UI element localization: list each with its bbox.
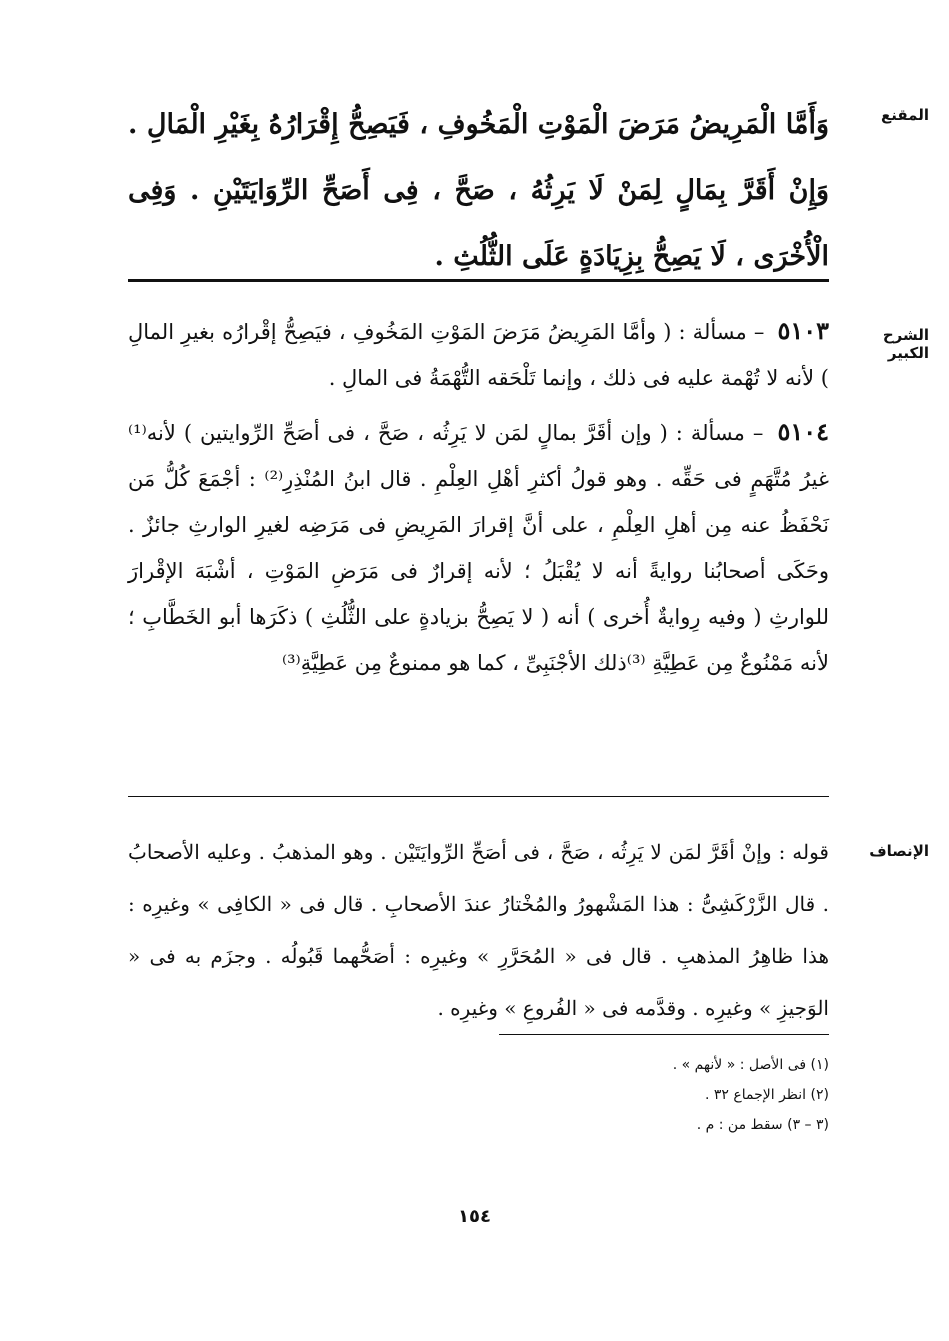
muqni-label: المقنع bbox=[881, 106, 929, 124]
footnotes bbox=[469, 1050, 829, 1140]
footnote: (٢) انظر الإجماع ٣٢ . bbox=[704, 1087, 829, 1103]
sharh-section bbox=[128, 308, 829, 694]
sharh-label: الشرح الكبير bbox=[882, 326, 929, 362]
masala-text: – مسألة : ( وأمَّا المَرِيضُ مَرَضَ المَوْتِ المَخُوفِ ، فيَصِحُّ إقْرارُه بغيرِ المالِ ) لأنه لا تُهْمة عليه فى ذلك ، وإنما تَلْحَقه التُّهْمَةُ فى المالِ . bbox=[128, 320, 829, 390]
insaf-section bbox=[128, 826, 829, 1034]
masala-number: ٥١٠٤ bbox=[777, 417, 829, 446]
muqni-text: وَأَمَّا الْمَرِيضُ مَرَضَ الْمَوْتِ الْمَخُوفِ ، فَيَصِحُّ إِقْرَارُهُ بِغَيْرِ الْمَالِ . وَإِنْ أَقَرَّ بِمَالٍ لِمَنْ لَا يَرِثُهُ ، صَحَّ ، فِى أَصَحِّ الرِّوَايَتَيْنِ . وَفِى الْأُخْرَى ، لَا يَصِحُّ بِزِيَادَةٍ عَلَى الثُّلُثِ . bbox=[128, 109, 829, 272]
masala-text: – مسألة : ( وإن أقَرَّ بمالٍ لمَن لا يَرِثُه ، صَحَّ ، فى أصَحِّ الرِّوايتين ) لأنه⁽¹⁾ غيرُ مُتَّهَمٍ فى حَقِّه . وهو قولُ أكثرِ أهْلِ العِلْمِ . قال ابنُ المُنْذِرِ⁽²⁾ : أجْمَعَ كُلُّ مَن نَحْفَظُ عنه مِن أهلِ العِلْمِ ، على أنَّ إقرارَ المَرِيضِ فى مَرَضِه لغيرِ الوارثِ جائزٌ . وحَكَى أصحابُنا روايةً أنه لا يُقْبَلُ ؛ لأنه إقرارٌ فى مَرَضِ المَوْتِ ، أشْبَهَ الإقْرارَ للوارثِ ( وفيه رِوايةٌ أُخرى ) أنه ( لا يَصِحُّ بزيادةٍ على الثُّلُثِ ) ذكَرَها أبو الخَطَّابِ ؛ لأنه مَمْنُوعٌ مِن عَطِيَّةِ ⁽³⁾ذلك الأجْنَبِىِّ ، كما هو ممنوعٌ مِن عَطِيَّةِ⁽³⁾ bbox=[128, 421, 830, 675]
section-divider-thin bbox=[128, 796, 829, 797]
insaf-label: الإنصاف bbox=[869, 842, 929, 860]
masala-number: ٥١٠٣ bbox=[777, 316, 829, 345]
footnote-divider bbox=[499, 1034, 829, 1035]
sharh-paragraph bbox=[128, 409, 829, 686]
sharh-paragraph bbox=[128, 308, 829, 401]
footnote: (١) فى الأصل : « لأنهم » . bbox=[672, 1057, 829, 1073]
section-divider-thick bbox=[128, 279, 829, 282]
muqni-section bbox=[128, 92, 829, 290]
page-number: ١٥٤ bbox=[458, 1206, 491, 1227]
insaf-text: قوله : وإنْ أقَرَّ لمَن لا يَرِثُه ، صَحَّ ، فى أصَحِّ الرِّوايَتَيْن . وهو المذهبُ . وعليه الأصحابُ . قال الزَّرْكَشِىُّ : هذا المَشْهورُ والمُخْتارُ عندَ الأصحابِ . قال فى « الكافِى » وغيرِه : هذا ظاهِرُ المذهبِ . قال فى « المُحَرَّرِ » وغيرِه : أصَحُّهما قَبُولُه . وجزَم به فى « الوَجيزِ » وغيرِه . وقدَّمه فى « الفُروعِ » وغيرِه . bbox=[128, 840, 829, 1020]
footnote: (٣ – ٣) سقط من : م . bbox=[696, 1117, 829, 1133]
